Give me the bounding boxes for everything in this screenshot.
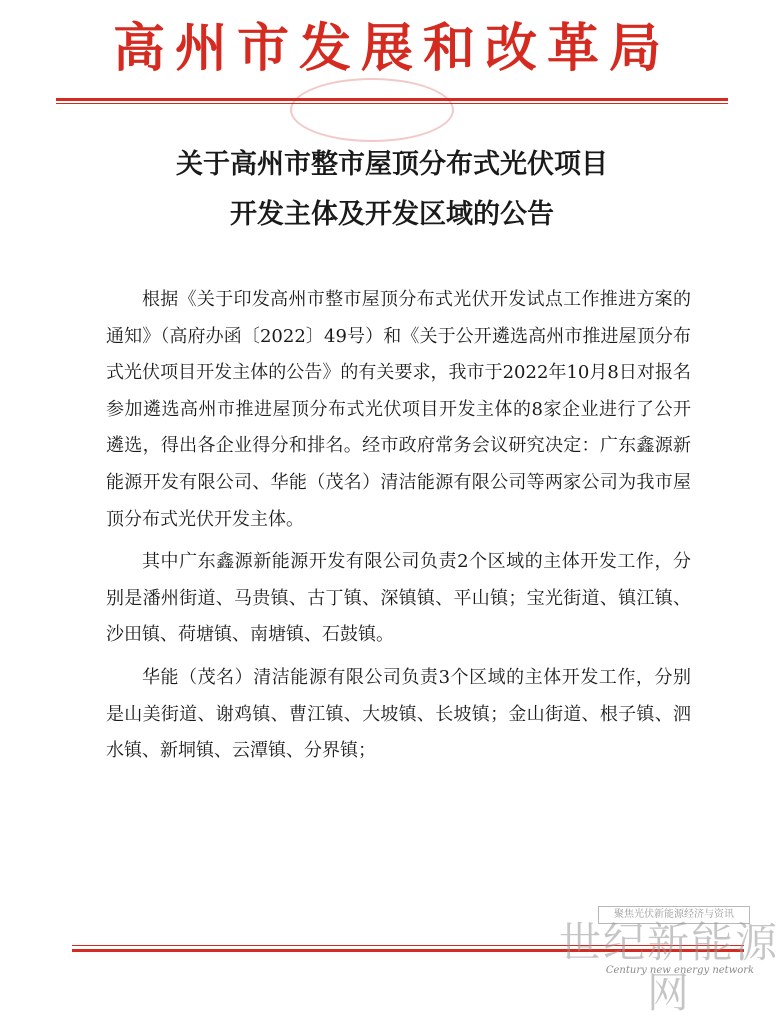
watermark-site-name-en: Century new energy network <box>605 965 755 976</box>
official-seal-mark <box>290 78 454 142</box>
organization-name: 高州市发展和改革局 <box>112 17 671 79</box>
body-paragraph-2: 其中广东鑫源新能源开发有限公司负责2个区域的主体开发工作，分别是潘州街道、马贵镇、古丁镇、深镇镇、平山镇；宝光街道、镇江镇、沙田镇、荷塘镇、南塘镇、石鼓镇。 <box>106 551 691 646</box>
body-paragraph-1: 根据《关于印发高州市整市屋顶分布式光伏开发试点工作推进方案的通知》（高府办函〔2022〕49号）和《关于公开遴选高州市推进屋顶分布式光伏项目开发主体的公告》的有关要求，我市于2022年10月8日对报名参加遴选高州市推进屋顶分布式光伏项目开发主体的8家企业进行了公开遴选，得出各企业得分和排名。经市政府常务会议研究决定：广东鑫源新能源开发有限公司、华能（茂名）清洁能源有限公司等两家公司为我市屋顶分布式光伏开发主体。 <box>106 289 691 530</box>
body-paragraph-3: 华能（茂名）清洁能源有限公司负责3个区域的主体开发工作，分别是山美街道、谢鸡镇、曹江镇、大坡镇、长坡镇；金山街道、根子镇、泗水镇、新垌镇、云潭镇、分界镇； <box>106 666 691 762</box>
title-line-2: 开发主体及开发区域的公告 <box>230 199 554 230</box>
document-header <box>0 8 784 78</box>
watermark-tagline: 聚焦光伏新能源经济与资讯 <box>598 906 750 924</box>
title-line-1: 关于高州市整市屋顶分布式光伏项目 <box>176 149 608 180</box>
watermark-site-name: 世纪新能源网 <box>558 918 779 1017</box>
document-body <box>106 282 691 776</box>
document-title <box>0 140 784 240</box>
